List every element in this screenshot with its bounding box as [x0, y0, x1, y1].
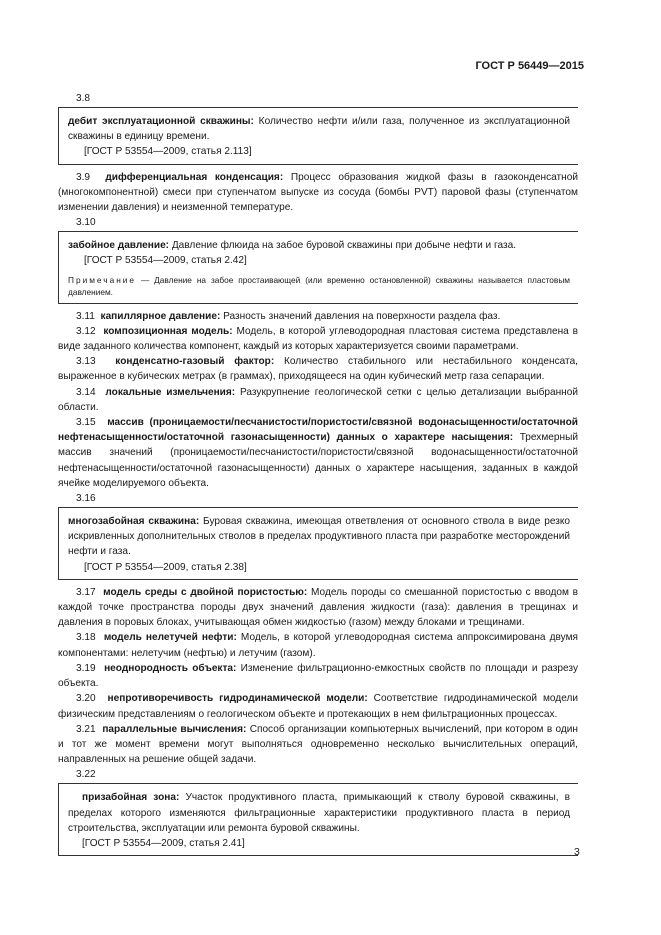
term-box — [58, 107, 578, 165]
term: конденсатно-газовый фактор: — [115, 356, 275, 368]
term: призабойная зона: — [82, 792, 180, 804]
term-entry: 3.18 модель нелетучей нефти: Модель, в которой углеводородная система аппроксимирована двумя компонентами: нелетучим (нефтью) и летучим (газом). — [58, 632, 578, 659]
note: Примечание — Давление на забое простаивающей (или временно остановленной) скважины называется пластовым давлением. — [68, 274, 570, 298]
term: локальные измельчения: — [105, 386, 236, 398]
term-entry: 3.20 непротиворечивость гидродинамической модели: Соответствие гидродинамической модели физическим представлениям о геологическом объекте и протекающих в нем фильтрационных процессах. — [58, 693, 578, 720]
term-box — [58, 507, 578, 580]
term-entry: 3.21 параллельные вычисления: Способ организации компьютерных вычислений, при котором в один и тот же момент времени могут выполняться одновременно несколько вычислительных операций, направленных на решение общей задачи. — [58, 723, 579, 766]
term: неоднородность объекта: — [104, 662, 237, 674]
source-reference: [ГОСТ Р 53554—2009, статья 2.113] — [84, 146, 252, 158]
term-definition: многозабойная скважина: Буровая скважина, имеющая ответвления от основного ствола в виде резко искривленных дополнительных стволов в пределах продуктивного пласта при разработке месторождений нефти и газа. — [68, 516, 570, 558]
term: дебит эксплуатационной скважины: — [68, 116, 254, 127]
entry-number: 3.16 — [76, 493, 96, 505]
term: модель нелетучей нефти: — [103, 632, 237, 644]
term-entry: 3.12 композиционная модель: Модель, в которой углеводородная пластовая система представлена в виде заданного количества компонент, каждый из которых характеризуется своими параметрами. — [58, 325, 579, 353]
source-reference: [ГОСТ Р 53554—2009, статья 2.41] — [82, 837, 245, 849]
entry-number: 3.22 — [76, 769, 96, 781]
source-reference: [ГОСТ Р 53554—2009, статья 2.38] — [84, 561, 247, 573]
term-entry: 3.15 массив (проницаемости/песчанистости/пористости/связной водонасыщенности/остаточной нефтенасыщенности/остаточной газонасыщенности) данных о характере насыщения: Трехмерный массив значений (проницаемости/песчанистости/пористости/связной водонасыщенности/остаточной нефтенасыщенности/остаточной газонасыщенности) данных о характере насыщения, заданных в каждой ячейке моделируемого объекта. — [58, 417, 578, 489]
term-entry: 3.14 локальные измельчения: Разукрупнение геологической сетки с целью детализации выбранной области. — [58, 386, 579, 413]
note-label: Примечание — [68, 274, 137, 285]
term: композиционная модель: — [103, 325, 233, 337]
term-definition: призабойная зона: Участок продуктивного пласта, примыкающий к стволу буровой скважины, в пределах которого изменяются фильтрационные характеристики продуктивного пласта в период строительства, эксплуатации или ремонта буровой скважины. — [68, 792, 570, 834]
standard-designation: ГОСТ Р 56449—2015 — [475, 60, 584, 72]
document-body — [58, 91, 578, 861]
term: дифференциальная конденсация: — [105, 171, 284, 183]
term: модель среды с двойной пористостью: — [103, 586, 308, 598]
term: забойное давление: — [68, 240, 170, 252]
page-number: 3 — [574, 846, 580, 858]
term-definition: дебит эксплуатационной скважины: Количество нефти и/или газа, полученное из эксплуатационной скважины в единицу времени. — [68, 116, 570, 143]
source-reference: [ГОСТ Р 53554—2009, статья 2.42] — [84, 255, 247, 267]
entry-number: 3.8 — [76, 93, 91, 104]
entry-number: 3.10 — [76, 217, 96, 229]
term-box — [58, 231, 578, 303]
term: параллельные вычисления: — [102, 723, 247, 735]
term: многозабойная скважина: — [68, 516, 200, 528]
term-entry: 3.13 конденсатно-газовый фактор: Количество стабильного или нестабильного конденсата, выраженное в кубических метрах (в граммах), приходящееся на один кубический метр газа сепарации. — [58, 356, 578, 383]
term: капиллярное давление: — [100, 310, 221, 322]
term-entry: 3.19 неоднородность объекта: Изменение фильтрационно-емкостных свойств по площади и разрезу объекта. — [58, 662, 578, 690]
term-entry: 3.11 капиллярное давление: Разность значений давления на поверхности раздела фаз. — [76, 310, 501, 322]
term-box — [58, 783, 578, 856]
term: массив (проницаемости/песчанистости/пористости/связной водонасыщенности/остаточной нефтенасыщенности/остаточной газонасыщенности) данных о характере насыщения: — [58, 417, 578, 444]
term-definition: забойное давление: Давление флюида на забое буровой скважины при добыче нефти и газа. — [68, 240, 516, 252]
term-entry: 3.17 модель среды с двойной пористостью: Модель породы со смешанной пористостью с вводом в каждой точке пространства породы двух значений давления жидкости (газа): давления в трещинах и давления в поровых блоках, учитывающая обмен жидкостью (газом) между блоками и трещинами. — [58, 586, 579, 629]
term: непротиворечивость гидродинамической модели: — [107, 693, 368, 705]
term-entry: 3.9 дифференциальная конденсация: Процесс образования жидкой фазы в газоконденсатной (многокомпонентной) смеси при ступенчатом выпуске из сосуда (бомбы PVT) паровой фазы (ступенчатом изменении давления) и неизменной температуре. — [58, 171, 578, 214]
